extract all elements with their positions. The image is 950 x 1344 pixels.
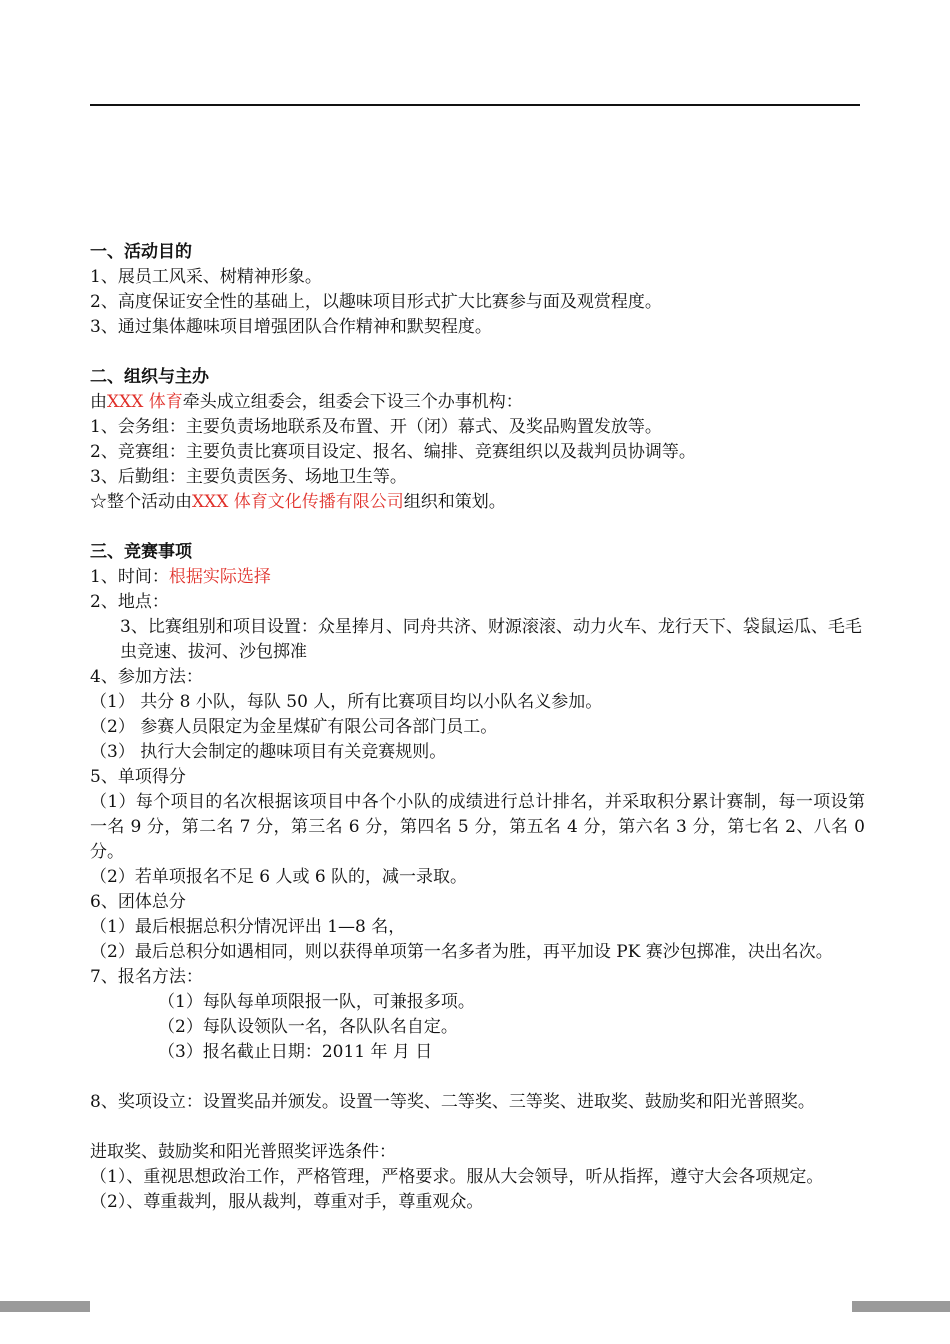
- section-2-heading: 二、组织与主办: [90, 367, 209, 387]
- section-3-heading: 三、竞赛事项: [90, 542, 192, 562]
- s1-item-1: 1、展员工风采、树精神形象。: [90, 267, 322, 287]
- org-name-highlight: XXX 体育: [107, 392, 183, 412]
- section-1-heading: 一、活动目的: [90, 242, 192, 262]
- s3-cond-2: （2）、尊重裁判，服从裁判，尊重对手，尊重观众。: [90, 1192, 484, 1212]
- s3-method-1: （1） 共分 8 小队，每队 50 人，所有比赛项目均以小队名义参加。: [90, 692, 603, 712]
- time-value-highlight: 根据实际选择: [168, 567, 271, 587]
- s3-reg-3: （3）报名截止日期：2011 年 月 日: [158, 1042, 433, 1062]
- s3-time: 1、时间：根据实际选择: [90, 567, 271, 587]
- s3-team-1: （1）最后根据总积分情况评出 1—8 名，: [90, 917, 406, 937]
- s3-reg-label: 7、报名方法：: [90, 967, 203, 987]
- s3-cond-label: 进取奖、鼓励奖和阳光普照奖评选条件：: [90, 1142, 396, 1162]
- s2-intro: 由XXX 体育牵头成立组委会，组委会下设三个办事机构：: [90, 392, 523, 412]
- s3-team-label: 6、团体总分: [90, 892, 186, 912]
- s3-reg-2: （2）每队设领队一名，各队队名自定。: [158, 1017, 458, 1037]
- s1-item-3: 3、通过集体趣味项目增强团队合作精神和默契程度。: [90, 317, 492, 337]
- s1-item-2: 2、高度保证安全性的基础上，以趣味项目形式扩大比赛参与面及观赏程度。: [90, 292, 662, 312]
- footer-bar-left: [0, 1301, 90, 1312]
- company-name-highlight: XXX 体育文化传播有限公司: [192, 492, 404, 512]
- s2-item-2: 2、竞赛组：主要负责比赛项目设定、报名、编排、竞赛组织以及裁判员协调等。: [90, 442, 696, 462]
- s3-cond-1: （1）、重视思想政治工作，严格管理，严格要求。服从大会领导，听从指挥，遵守大会各项规定。: [90, 1167, 824, 1187]
- s3-single-1: （1）每个项目的名次根据该项目中各个小队的成绩进行总计排名，并采取积分累计赛制，每一项设第一名 9 分，第二名 7 分，第三名 6 分，第四名 5 分，第五名 4 分，第六名 3 分，第七名 2、八名 0 分。: [90, 792, 865, 862]
- s3-reg-1: （1）每队每单项限报一队，可兼报多项。: [158, 992, 475, 1012]
- s2-item-3: 3、后勤组：主要负责医务、场地卫生等。: [90, 467, 407, 487]
- s3-groups: 3、比赛组别和项目设置：众星捧月、同舟共济、财源滚滚、动力火车、龙行天下、袋鼠运瓜、毛毛虫竞速、拔河、沙包掷准: [120, 617, 862, 662]
- s3-method-2: （2） 参赛人员限定为金星煤矿有限公司各部门员工。: [90, 717, 498, 737]
- footer-bar-right: [852, 1301, 950, 1312]
- s3-team-2: （2）最后总积分如遇相同，则以获得单项第一名多者为胜，再平加设 PK 赛沙包掷准，决出名次。: [90, 942, 833, 962]
- header-rule: [90, 104, 860, 106]
- s3-method-label: 4、参加方法：: [90, 667, 203, 687]
- s3-place: 2、地点：: [90, 592, 169, 612]
- s3-single-label: 5、单项得分: [90, 767, 186, 787]
- s3-single-2: （2）若单项报名不足 6 人或 6 队的，减一录取。: [90, 867, 468, 887]
- s3-method-3: （3） 执行大会制定的趣味项目有关竞赛规则。: [90, 742, 447, 762]
- s2-item-1: 1、会务组：主要负责场地联系及布置、开（闭）幕式、及奖品购置发放等。: [90, 417, 662, 437]
- s3-awards: 8、奖项设立：设置奖品并颁发。设置一等奖、二等奖、三等奖、进取奖、鼓励奖和阳光普照奖。: [90, 1092, 815, 1112]
- document-body: [90, 240, 865, 1215]
- s2-note: ☆整个活动由XXX 体育文化传播有限公司组织和策划。: [90, 492, 506, 512]
